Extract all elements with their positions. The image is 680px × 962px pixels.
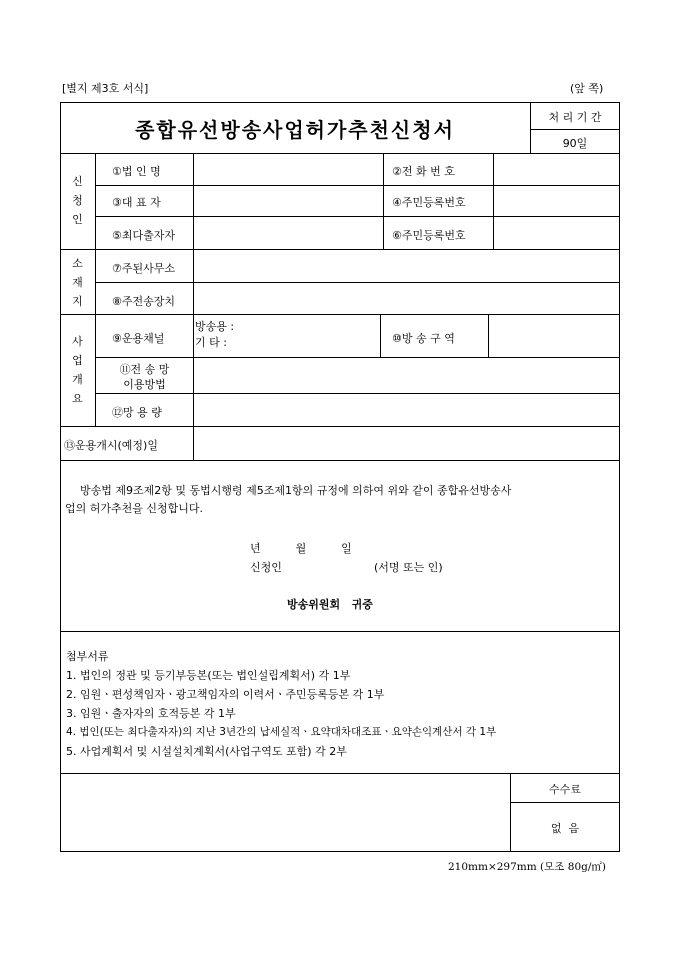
- corp-name-field[interactable]: [194, 154, 382, 184]
- attachment-item: 5. 사업계획서 및 시설설치계획서(사업구역도 포함) 각 2부: [66, 745, 347, 758]
- capacity-field[interactable]: [194, 394, 619, 425]
- network-label-line2: 이용방법: [123, 378, 166, 391]
- rrn-label-2: ⑥주민등록번호: [392, 229, 466, 242]
- application-date[interactable]: 년 월 일: [250, 542, 352, 555]
- capacity-label: ⑫망 용 량: [112, 406, 162, 419]
- phone-field[interactable]: [494, 154, 619, 184]
- head-end-field[interactable]: [194, 283, 619, 313]
- representative-label: ③대 표 자: [112, 196, 161, 209]
- start-date-label: ⑬운용개시(예정)일: [64, 439, 158, 452]
- main-office-label: ⑦주된사무소: [112, 262, 175, 275]
- signature-instruction[interactable]: (서명 또는 인): [374, 561, 443, 574]
- processing-period-label: 처 리 기 간: [548, 111, 602, 124]
- fee-label: 수수료: [549, 783, 581, 796]
- statement-line-2: 업의 허가추천을 신청합니다.: [65, 502, 204, 515]
- broadcast-area-label: ⑩방 송 구 역: [392, 332, 455, 345]
- page-side-label: (앞 쪽): [570, 82, 604, 95]
- rrn-field-1[interactable]: [494, 186, 619, 215]
- representative-field[interactable]: [194, 186, 382, 215]
- attachment-item: 1. 법인의 정관 및 등기부등본(또는 법인설립계획서) 각 1부: [66, 669, 351, 682]
- largest-investor-label: ⑤최다출자자: [112, 229, 175, 242]
- business-group-label: 사 업 개 요: [72, 335, 83, 405]
- broadcast-area-field[interactable]: [489, 315, 619, 356]
- head-end-label: ⑧주전송장치: [112, 295, 175, 308]
- applicant-signature-label: 신청인: [250, 561, 282, 574]
- fee-value: 없 음: [550, 822, 580, 835]
- channels-label: ⑨운용채널: [112, 332, 165, 345]
- location-group-label: 소 재 지: [72, 257, 83, 308]
- channels-other-line[interactable]: 기 타 :: [195, 336, 227, 349]
- official-use-field: [61, 774, 509, 851]
- largest-investor-field[interactable]: [194, 217, 382, 248]
- addressee: 방송위원회 귀중: [287, 598, 373, 611]
- form-title: 종합유선방송사업허가추천신청서: [135, 118, 455, 142]
- channels-broadcast-line[interactable]: 방송용 :: [195, 320, 235, 333]
- attachments-title: 첨부서류: [66, 650, 109, 663]
- attachment-item: 4. 법인(또는 최다출자자)의 지난 3년간의 납세실적ㆍ요약대차대조표ㆍ요약손익계산서 각 1부: [66, 726, 497, 738]
- rrn-field-2[interactable]: [494, 217, 619, 248]
- form-reference: [별지 제3호 서식]: [62, 82, 149, 95]
- processing-period-value: 90일: [562, 137, 588, 150]
- network-method-field[interactable]: [194, 358, 619, 392]
- network-label-line1: ⑪전 송 망: [119, 363, 170, 376]
- start-date-field[interactable]: [194, 427, 619, 459]
- phone-label: ②전 화 번 호: [392, 165, 455, 178]
- corp-name-label: ①법 인 명: [112, 165, 161, 178]
- rrn-label-1: ④주민등록번호: [392, 196, 466, 209]
- paper-spec: 210mm×297mm (모조 80g/㎡): [448, 861, 606, 873]
- attachment-item: 3. 임원ㆍ출자자의 호적등본 각 1부: [66, 707, 236, 720]
- statement-line-1: 방송법 제9조제2항 및 동법시행령 제5조제1항의 규정에 의하여 위와 같이 종합유선방송사: [80, 484, 512, 497]
- main-office-field[interactable]: [194, 250, 619, 281]
- attachment-item: 2. 임원ㆍ편성책임자ㆍ광고책임자의 이력서ㆍ주민등록등본 각 1부: [66, 688, 385, 701]
- applicant-group-label: 신 청 인: [72, 175, 83, 226]
